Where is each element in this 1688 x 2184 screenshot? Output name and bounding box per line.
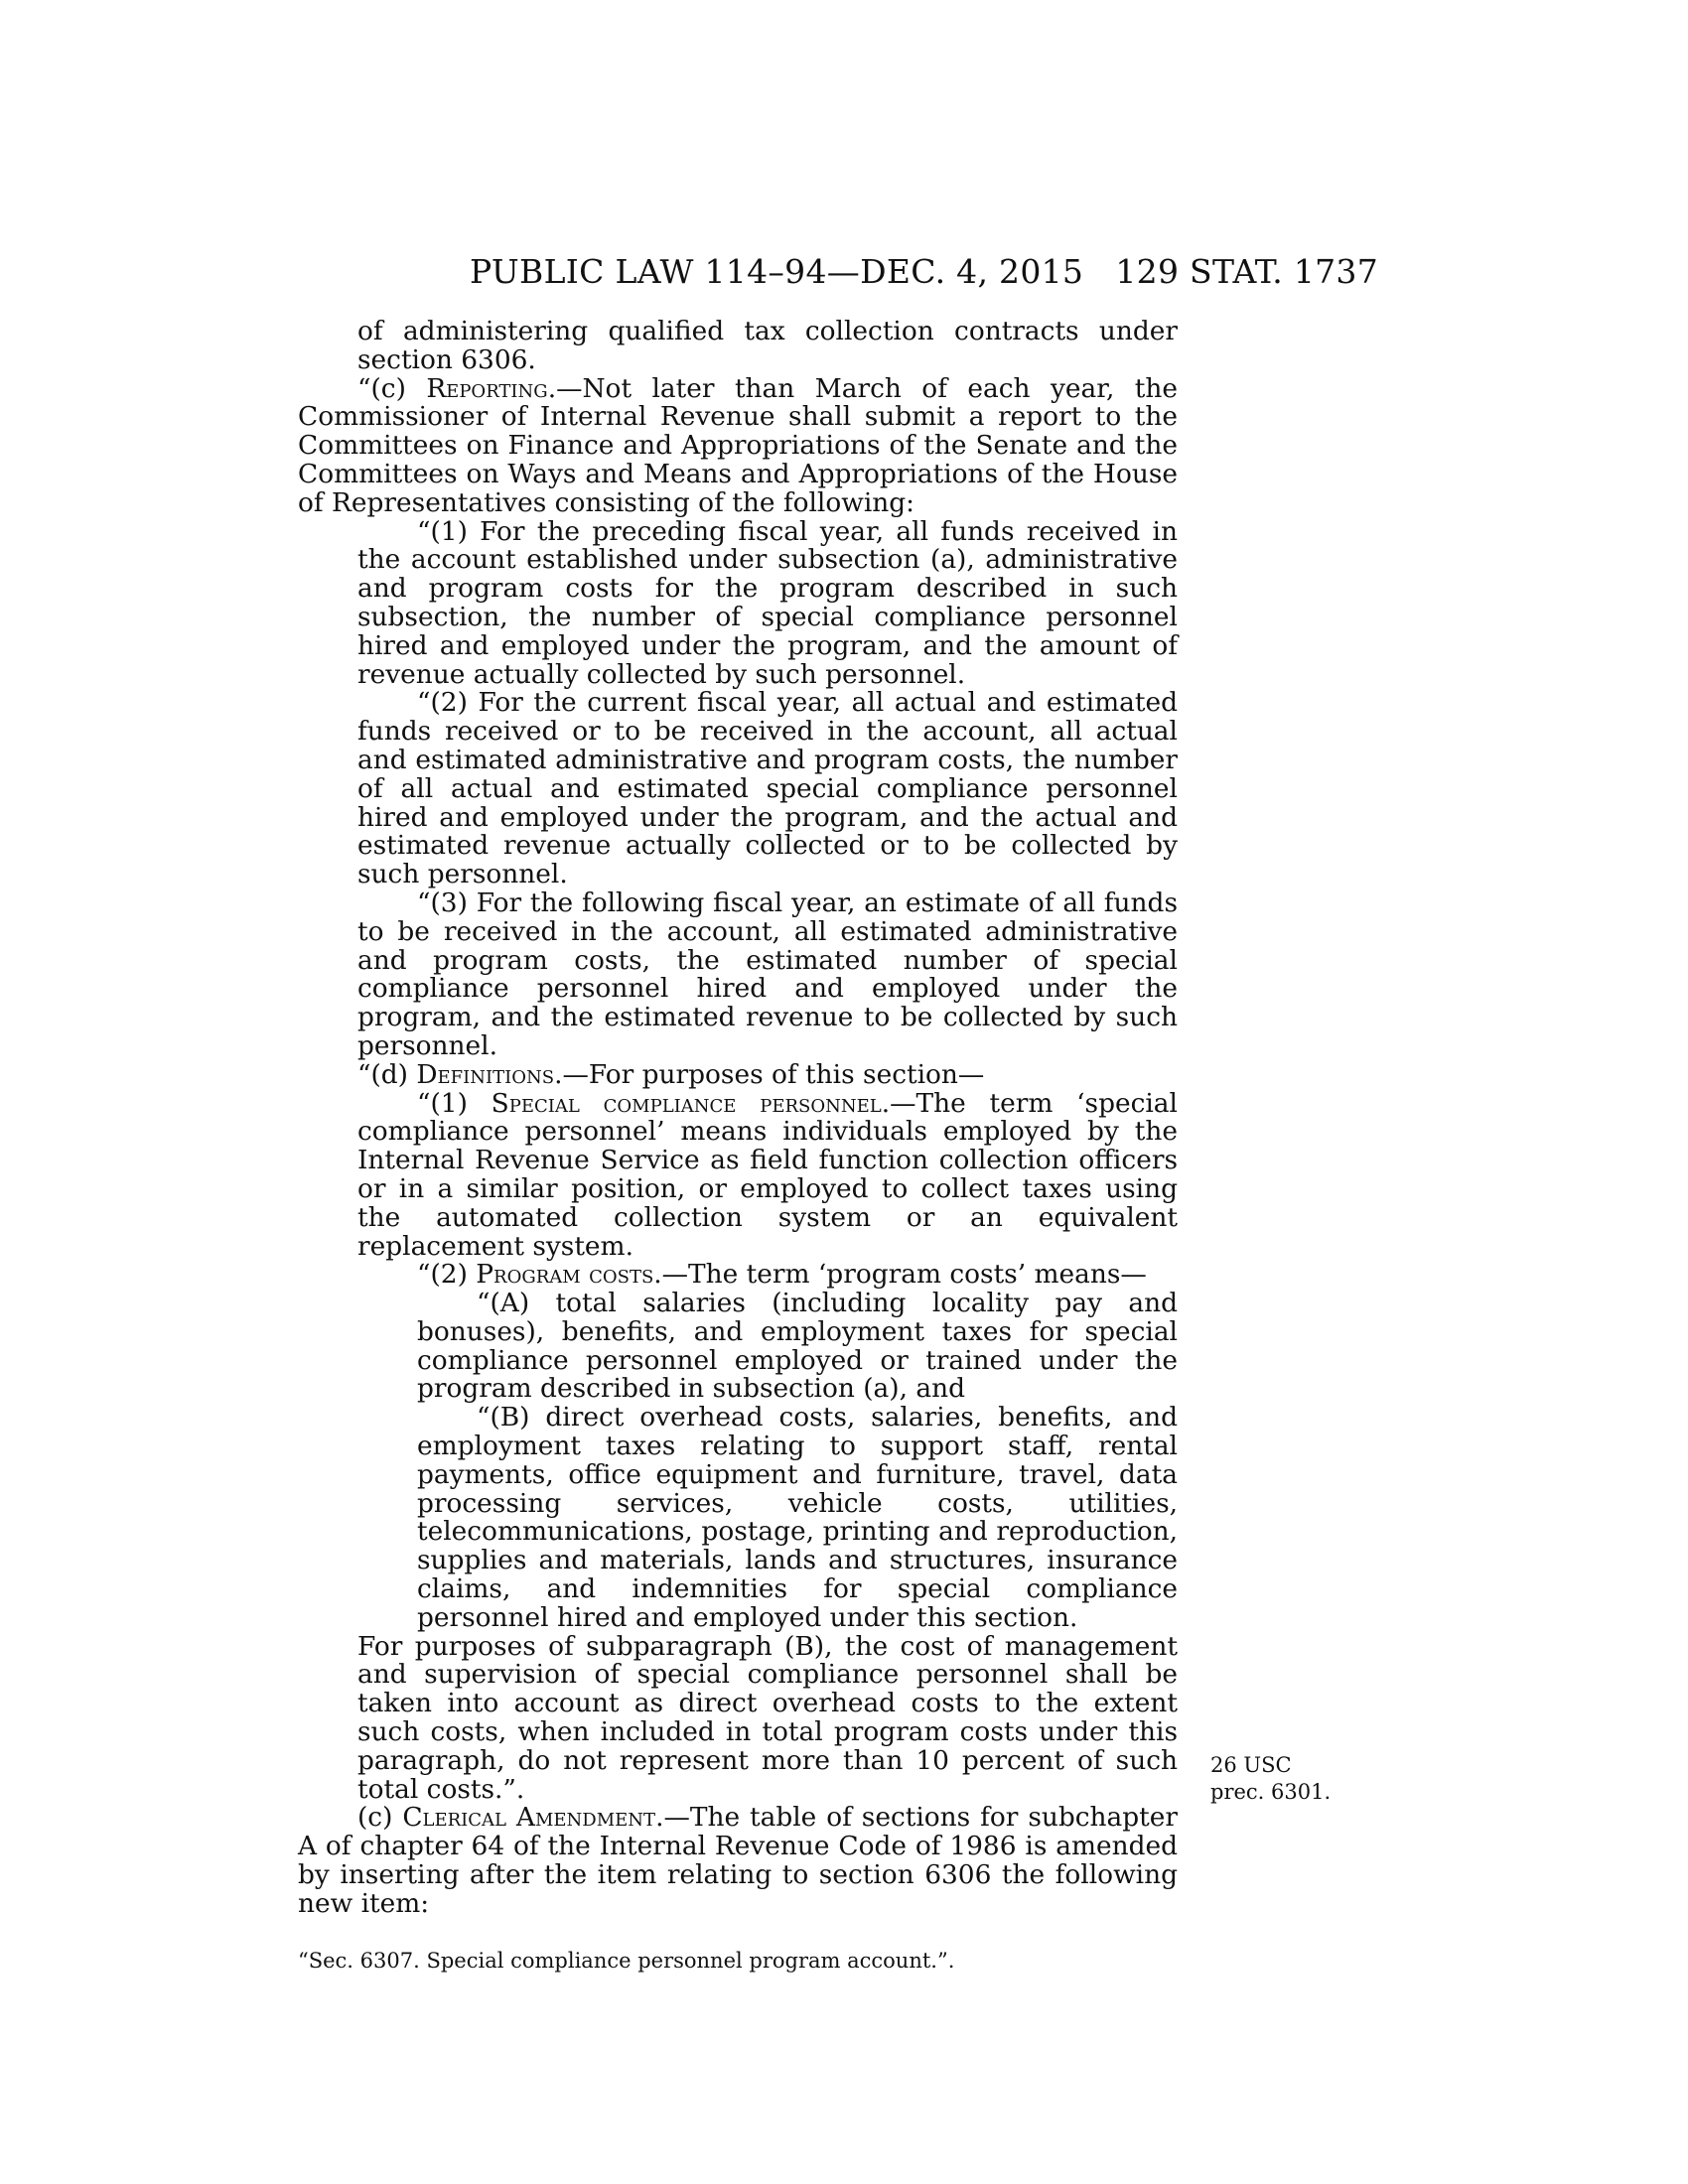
margin-note-line: 26 USC	[1210, 1753, 1292, 1777]
flush-paragraph: For purposes of subparagraph (B), the cost of management and supervision of special compliance personnel shall be taken into account as direct overhead costs to the extent such costs, when included in total program costs under this paragraph, do not represent more than 10 percent of such total costs.”.	[357, 1630, 1178, 1805]
paragraph-2: “(2) For the current fiscal year, all actual and estimated funds received or to be received in the account, all actual and estimated administrative and program costs, the number of all actual and estimated special compliance personnel hired and employed under the program, and the actual and estimated revenue actually collected or to be collected by such personnel.	[357, 687, 1178, 890]
subparagraph-a: “(A) total salaries (including locality pay and bonuses), benefits, and employment taxes for special compliance personnel employed or trained under the program described in subsection (a), and	[417, 1288, 1178, 1405]
paragraph-3: “(3) For the following fiscal year, an estimate of all funds to be received in the account, all estimated administrative and program costs, the estimated number of special compliance personnel hired and employed under the program, and the estimated revenue to be collected by such personnel.	[357, 887, 1178, 1061]
definition-heading: Special compliance personnel	[491, 1087, 882, 1119]
subsection-label: (c)	[357, 1802, 403, 1834]
margin-note-line: prec. 6301.	[1210, 1780, 1332, 1804]
subparagraph-b: “(B) direct overhead costs, salaries, benefits, and employment taxes relating to support staff, rental payments, office equipment and furniture, travel, data processing services, vehicle costs, utilities, telecommunications, postage, printing and reproduction, supplies and materials, lands and structures, insurance claims, and indemnities for special compliance personnel hired and employed under this section.	[417, 1402, 1178, 1633]
definition-text: .—The term ‘program costs’ means—	[653, 1259, 1147, 1291]
subsection-label: “(d)	[357, 1058, 417, 1090]
paragraph-1: “(1) For the preceding fiscal year, all funds received in the account established under subsection (a), administrative and program costs for the program described in such subsection, the number of special compliance personnel hired and employed under the program, and the amount of revenue actually collected by such personnel.	[357, 515, 1178, 690]
definition-label: “(2)	[417, 1259, 477, 1291]
definition-heading: Program costs	[476, 1259, 654, 1291]
paragraph-continuation: of administering qualified tax collection contracts under section 6306.	[357, 316, 1178, 375]
subsection-text: .—The table of sections for subchapter A of chapter 64 of the Internal Revenue Code of 1986 is amended by inserting after the item relating to section 6306 the following new item:	[298, 1802, 1179, 1919]
subsection-heading: Reporting	[426, 372, 548, 404]
table-of-sections-item: “Sec. 6307. Special compliance personnel program account.”.	[298, 1948, 955, 1973]
definition-text: .—The term ‘special compliance personnel’ means individuals employed by the Internal Revenue Service as field function collection officers or in a similar position, or employed to collect taxes using the automated collection system or an equivalent replacement system.	[357, 1087, 1178, 1262]
subsection-heading: Definitions	[416, 1058, 555, 1090]
definition-2	[357, 1261, 1178, 1290]
subsection-text: .—For purposes of this section—	[554, 1058, 985, 1090]
definition-1	[357, 1087, 1178, 1262]
definition-label: “(1)	[417, 1087, 492, 1119]
subsection-c-reporting	[298, 372, 1178, 518]
running-title: PUBLIC LAW 114–94—DEC. 4, 2015	[470, 252, 1084, 291]
subsection-heading: Clerical Amendment	[402, 1802, 656, 1834]
subsection-c-clerical-amendment	[298, 1804, 1178, 1918]
subsection-text: .—Not later than March of each year, the Commissioner of Internal Revenue shall submit a report to the Committees on Finance and Appropriations of the Senate and the Committees on Ways and Means and Appropriations of the House of Representatives consisting of the following:	[298, 372, 1178, 518]
margin-note	[1210, 1752, 1349, 1806]
subsection-d-definitions	[298, 1058, 1178, 1090]
page-number: 129 STAT. 1737	[1115, 252, 1378, 291]
subsection-label: “(c)	[357, 372, 427, 404]
page-header	[470, 250, 1378, 294]
statute-text	[298, 318, 1178, 1975]
